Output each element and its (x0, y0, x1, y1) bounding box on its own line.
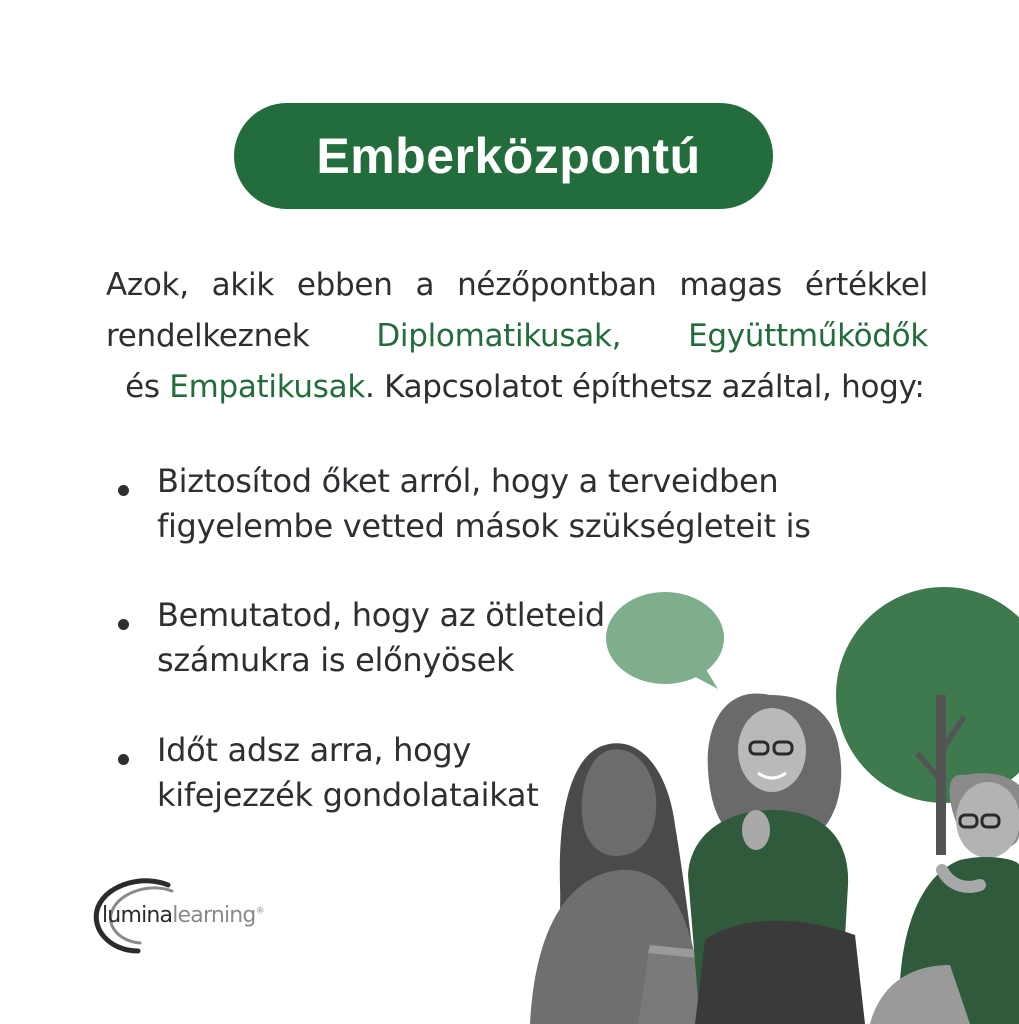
logo-text-lumina: lumina (102, 903, 173, 928)
speech-bubble-icon (606, 592, 724, 689)
bullet-line: kifejezzék gondolataikat (157, 776, 539, 814)
people-illustration (510, 585, 1019, 1024)
bullet-line: Biztosítod őket arról, hogy a terveidben (157, 462, 779, 500)
intro-text-2: és (106, 369, 170, 405)
title-pill (234, 103, 773, 209)
intro-text-3: . Kapcsolatot építhetsz azáltal, hogy: (364, 369, 925, 405)
intro-highlight-empathic: Empatikusak (169, 369, 365, 405)
person-middle (688, 693, 865, 1024)
bullet-line: Bemutatod, hogy az ötleteid (157, 596, 605, 634)
bullet-dot-icon (118, 619, 129, 630)
bullet-line: Időt adsz arra, hogy (157, 731, 472, 769)
intro-highlight-traits: Diplomatikusak, Együttműködők (376, 318, 928, 354)
intro-paragraph (106, 260, 928, 413)
lumina-learning-logo (90, 877, 290, 957)
bullet-dot-icon (118, 754, 129, 765)
intro-text-1: Azok, akik ebben a nézőpontban magas értékkel rendelkeznek (106, 267, 928, 354)
page-title: Emberközpontú (316, 128, 701, 184)
bullet-dot-icon (118, 485, 129, 496)
bullet-line: figyelembe vetted mások szükségleteit is (157, 507, 811, 545)
logo-text-learning: learning (172, 903, 256, 928)
logo-registered-mark: ® (255, 906, 264, 917)
bullet-line: számukra is előnyösek (157, 641, 515, 679)
logo-wordmark (102, 903, 264, 928)
bullet-item (118, 459, 838, 549)
